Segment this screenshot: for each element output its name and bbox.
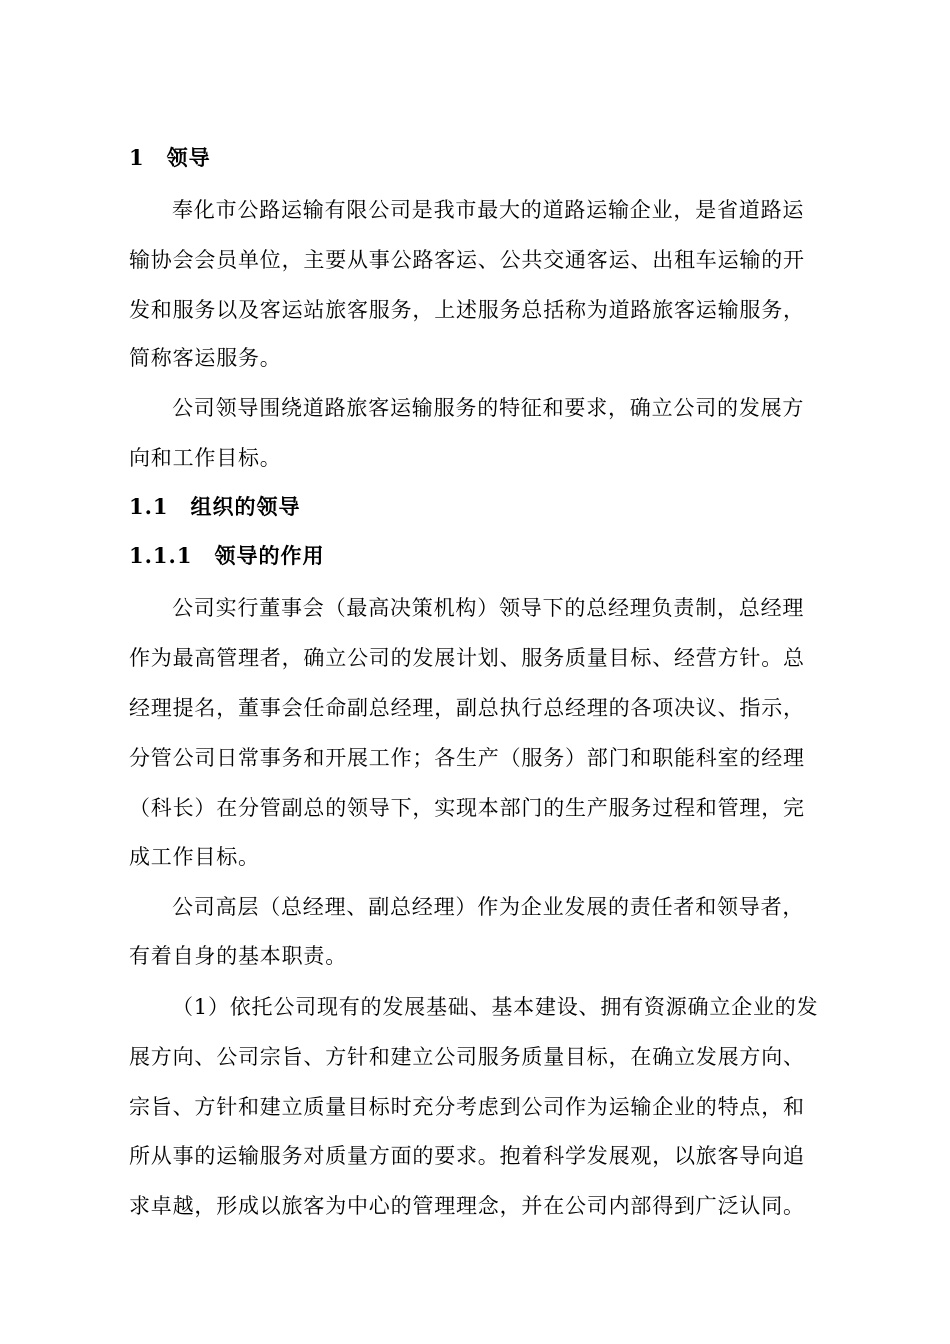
paragraph-line: （1）依托公司现有的发展基础、基本建设、拥有资源确立企业的发 [172,995,819,1019]
paragraph-line: 向和工作目标。 [129,446,282,470]
paragraph-line: 简称客运服务。 [129,346,282,370]
paragraph-line: 公司领导围绕道路旅客运输服务的特征和要求，确立公司的发展方 [172,396,805,420]
section-heading-1-1: 1.1 组织的领导 [129,494,301,519]
paragraph-line: 求卓越，形成以旅客为中心的管理理念，并在公司内部得到广泛认同。 [129,1194,805,1218]
paragraph-line: 公司实行董事会（最高决策机构）领导下的总经理负责制，总经理 [172,596,805,620]
paragraph-line: 宗旨、方针和建立质量目标时充分考虑到公司作为运输企业的特点，和 [129,1095,805,1119]
paragraph-line: 作为最高管理者，确立公司的发展计划、服务质量目标、经营方针。总 [129,646,805,670]
paragraph-line: 奉化市公路运输有限公司是我市最大的道路运输企业，是省道路运 [172,198,805,222]
paragraph-line: 经理提名，董事会任命副总经理，副总执行总经理的各项决议、指示， [129,696,805,720]
paragraph-line: 展方向、公司宗旨、方针和建立公司服务质量目标，在确立发展方向、 [129,1045,805,1069]
paragraph-line: 成工作目标。 [129,845,260,869]
section-heading-1-1-1: 1.1.1 领导的作用 [129,543,325,568]
paragraph-line: 有着自身的基本职责。 [129,944,347,968]
section-heading-1: 1 领导 [129,145,211,170]
paragraph-line: 分管公司日常事务和开展工作；各生产（服务）部门和职能科室的经理 [129,746,805,770]
paragraph-line: 所从事的运输服务对质量方面的要求。抱着科学发展观，以旅客导向追 [129,1144,805,1168]
paragraph-line: 输协会会员单位，主要从事公路客运、公共交通客运、出租车运输的开 [129,248,805,272]
paragraph-line: （科长）在分管副总的领导下，实现本部门的生产服务过程和管理，完 [129,796,805,820]
paragraph-line: 公司高层（总经理、副总经理）作为企业发展的责任者和领导者， [172,895,805,919]
paragraph-line: 发和服务以及客运站旅客服务，上述服务总括称为道路旅客运输服务， [129,298,805,322]
